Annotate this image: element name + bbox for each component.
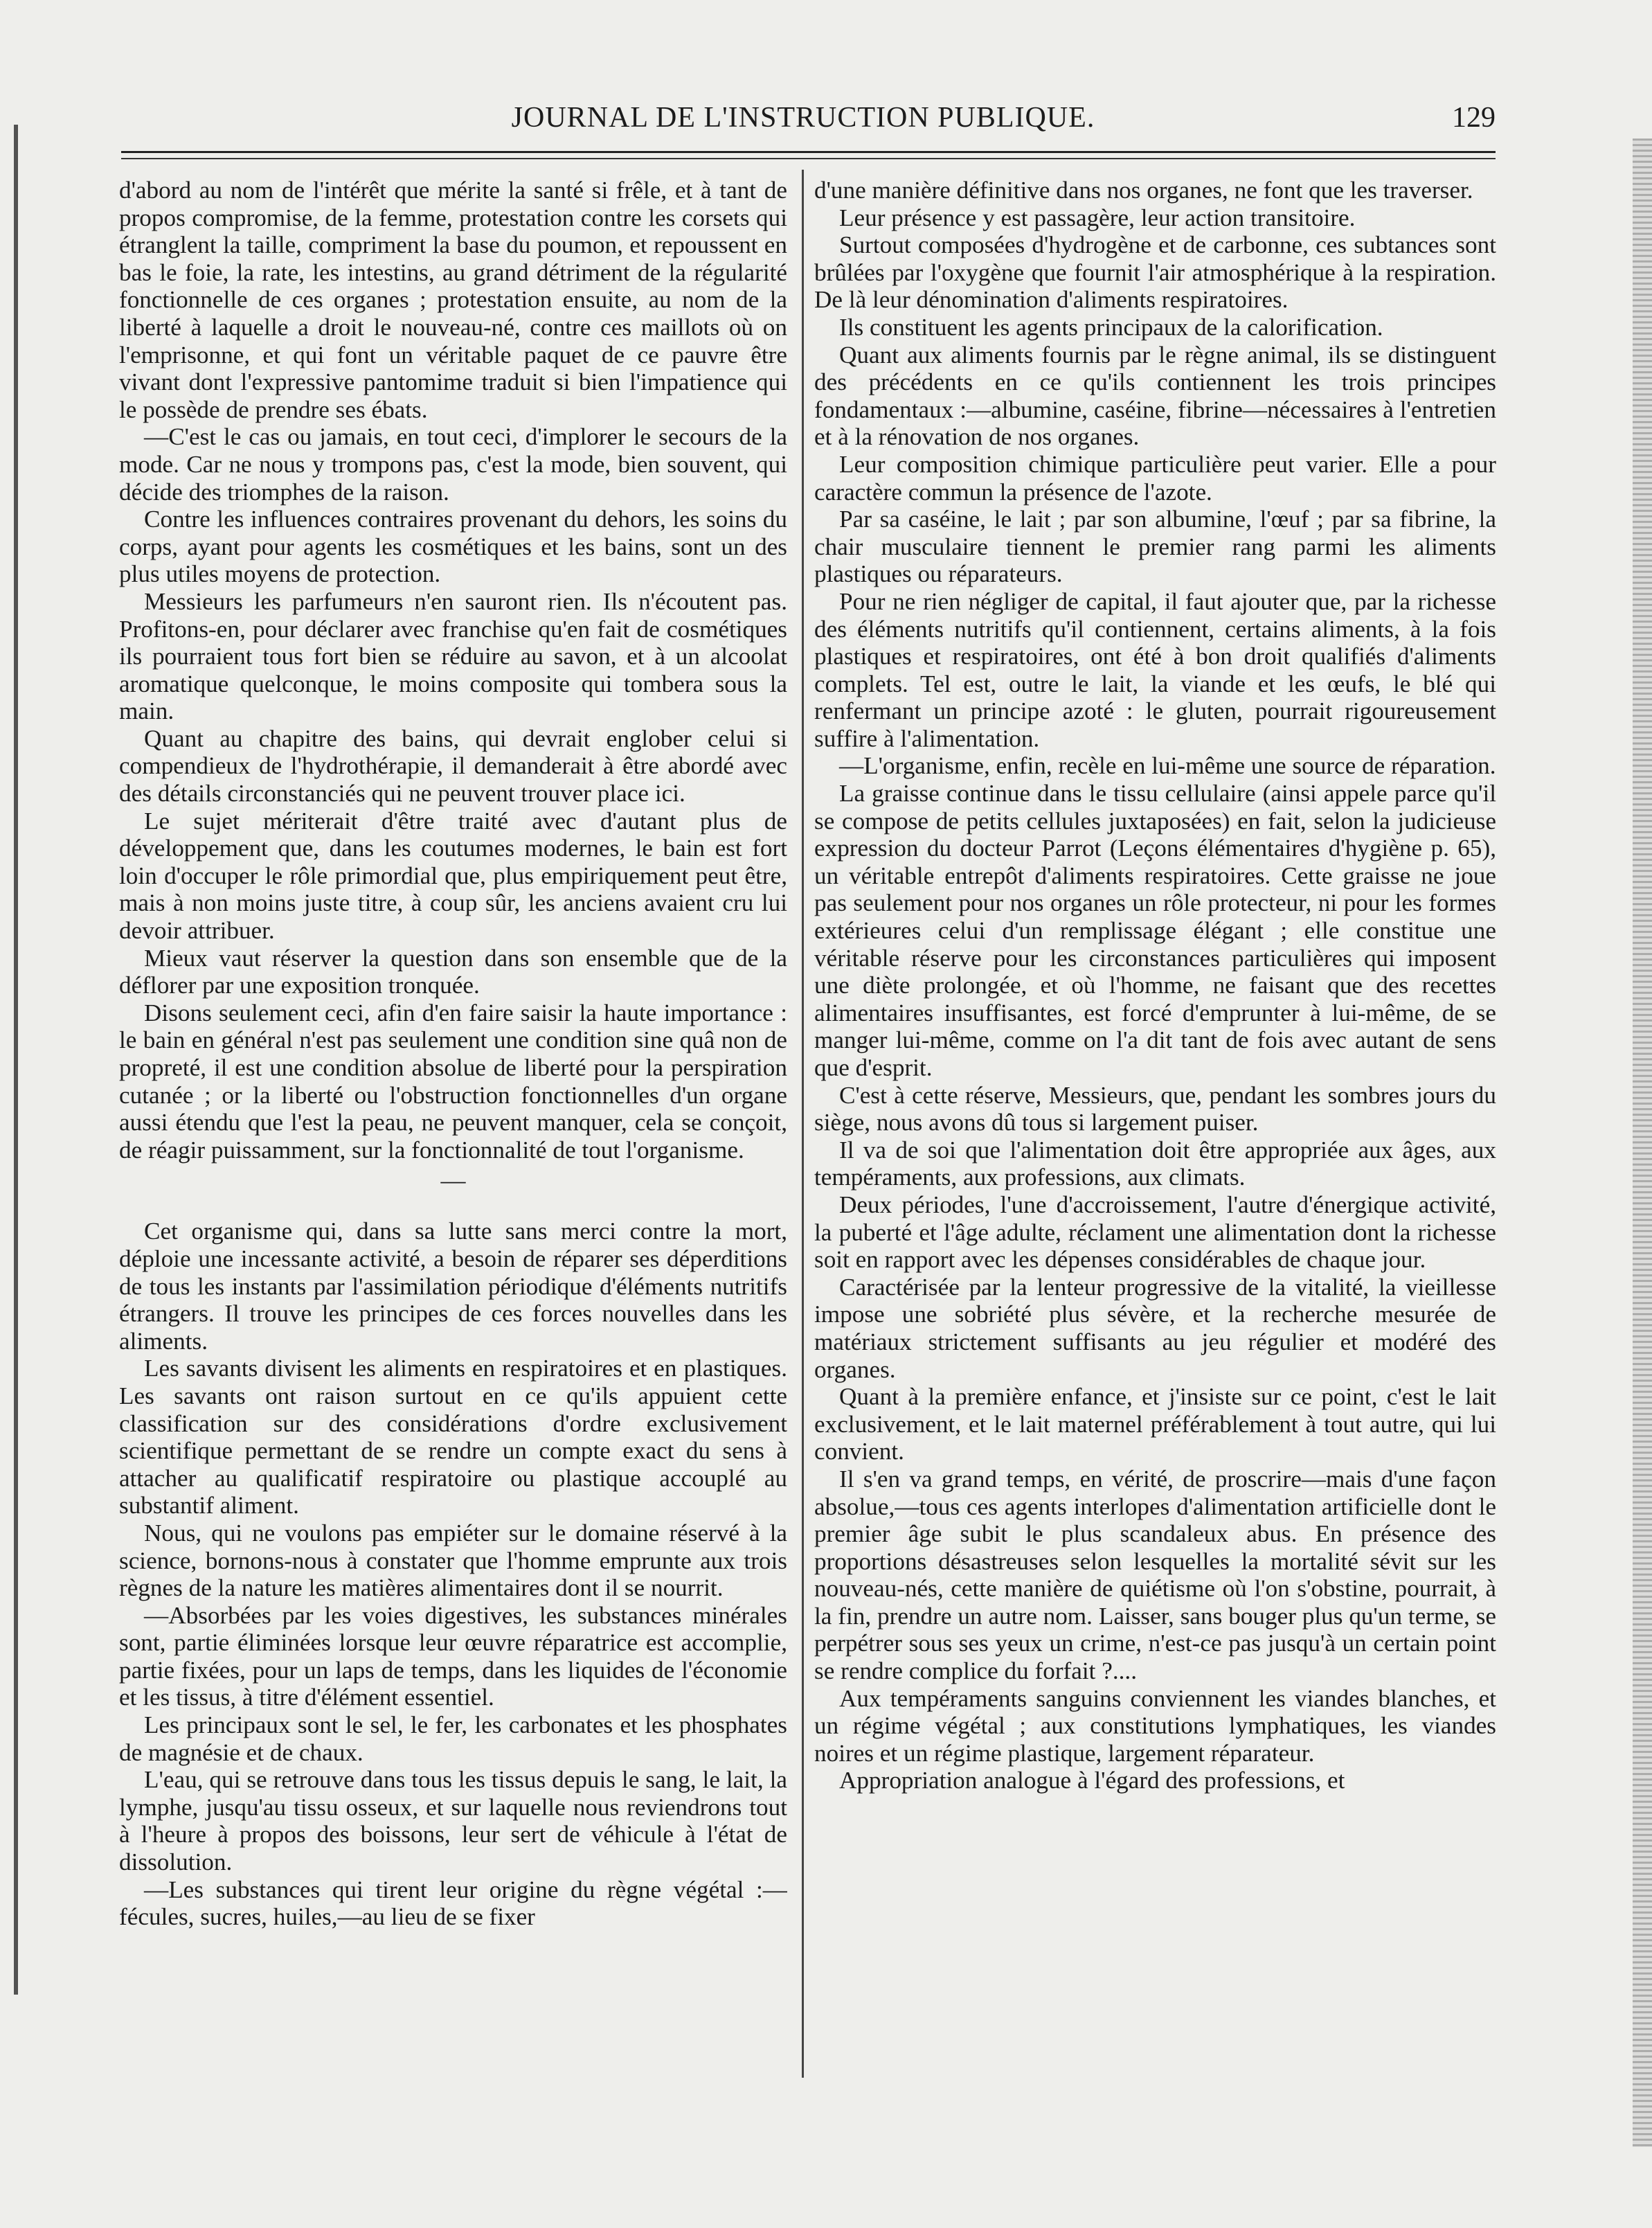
paragraph: Ils constituent les agents principaux de la calorification. xyxy=(839,313,1383,341)
column-divider xyxy=(802,170,804,2078)
paragraph: d'abord au nom de l'intérêt que mérite la santé si frêle, et à tant de propos compromise, de la femme, protestation contre les corsets qui étranglent la taille, compriment la base du poumon, et repoussent en bas le foie, la rate, les intestins, au grand détriment de la régularité fonctionnelle de ces organes ; protestation ensuite, au nom de la liberté à laquelle a droit le nouveau-né, contre ces maillots où on l'emprisonne, et qui font un véritable paquet de ce pauvre être vivant dont l'expressive pantomime traduit si bien l'impatience qui le possède de prendre ses ébats. xyxy=(119,177,787,423)
paragraph: Leur composition chimique particulière peut varier. Elle a pour caractère commun la présence de l'azote. xyxy=(814,450,1496,506)
paragraph: Quant à la première enfance, et j'insiste sur ce point, c'est le lait exclusivement, et le lait maternel préférablement à tout autre, qui lui convient. xyxy=(814,1383,1496,1465)
paragraph: Il va de soi que l'alimentation doit être appropriée aux âges, aux tempéraments, aux professions, aux climats. xyxy=(814,1136,1496,1191)
paragraph: —C'est le cas ou jamais, en tout ceci, d'implorer le secours de la mode. Car ne nous y trompons pas, c'est la mode, bien souvent, qui décide des triomphes de la raison. xyxy=(119,423,787,506)
section-separator xyxy=(119,1164,787,1218)
paragraph: Leur présence y est passagère, leur action transitoire. xyxy=(839,204,1356,231)
paragraph: Nous, qui ne voulons pas empiéter sur le domaine réservé à la science, bornons-nous à constater que l'homme emprunte aux trois règnes de la nature les matières alimentaires dont il se nourrit. xyxy=(119,1519,787,1602)
paragraph: Messieurs les parfumeurs n'en sauront rien. Ils n'écoutent pas. Profitons-en, pour déclarer avec franchise qu'en fait de cosmétiques ils pourraient tous fort bien se réduire au savon, et à un alcoolat aromatique quelconque, le moins composite qui tombera sous la main. xyxy=(119,587,787,725)
paragraph: Par sa caséine, le lait ; par son albumine, l'œuf ; par sa fibrine, la chair musculaire tiennent le premier rang parmi les aliments plastiques ou réparateurs. xyxy=(814,506,1496,588)
binding-shadow xyxy=(14,125,18,1995)
paragraph: Contre les influences contraires provenant du dehors, les soins du corps, ayant pour agents les cosmétiques et les bains, sont un des plus utiles moyens de protection. xyxy=(119,506,787,588)
paragraph: Disons seulement ceci, afin d'en faire saisir la haute importance : le bain en général n'est pas seulement une condition sine quâ non de propreté, il est une condition absolue de liberté pour la perspiration cutanée ; or la liberté ou l'obstruction fonctionnelles d'un organe aussi étendu que l'est la peau, ne peuvent manquer, cela se conçoit, de réagir puissamment, sur la fonctionnalité de tout l'organisme. xyxy=(119,999,787,1164)
paragraph: Surtout composées d'hydrogène et de carbonne, ces subtances sont brûlées par l'oxygène que fournit l'air atmosphérique à la respiration. De là leur dénomination d'aliments respiratoires. xyxy=(814,231,1496,314)
journal-title: JOURNAL DE L'INSTRUCTION PUBLIQUE. xyxy=(511,102,1095,134)
paragraph: Caractérisée par la lenteur progressive de la vitalité, la vieillesse impose une sobriété plus sévère, et la recherche mesurée de matériaux strictement suffisants au jeu régulier et modéré des organes. xyxy=(814,1273,1496,1383)
paragraph: —Les substances qui tirent leur origine du règne végétal :—fécules, sucres, huiles,—au lieu de se fixer xyxy=(119,1875,787,1931)
paragraph: La graisse continue dans le tissu cellulaire (ainsi appele parce qu'il se compose de petits cellules juxtaposées) en fait, selon la judicieuse expression du docteur Parrot (Leçons élémentaires d'hygiène p. 65), un véritable entrepôt d'aliments respiratoires. Cette graisse ne joue pas seulement pour nos organes un rôle protecteur, ni pour les formes extérieures celui d'un remplissage élégant ; elle constitue une véritable réserve pour les circonstances particulières qui imposent une diète prolongée, et où l'homme, ne faisant que des recettes alimentaires insuffisantes, est forcé d'emprunter à lui-même, de se manger lui-même, comme on l'a dit tant de fois avec autant de sens que d'esprit. xyxy=(814,780,1496,1081)
paragraph: —L'organisme, enfin, recèle en lui-même une source de réparation. xyxy=(839,752,1496,780)
paragraph: Aux tempéraments sanguins conviennent les viandes blanches, et un régime végétal ; aux constitutions lymphatiques, les viandes noires et un régime plastique, largement réparateur. xyxy=(814,1684,1496,1767)
paragraph: Il s'en va grand temps, en vérité, de proscrire—mais d'une façon absolue,—tous ces agents interlopes d'alimentation artificielle dont le premier âge subit le plus scandaleux abus. En présence des proportions désastreuses selon lesquelles la mortalité sévit sur les nouveau-nés, cette manière de quiétisme où l'on s'obstine, pourrait, à la fin, prendre un autre nom. Laisser, sans bouger plus qu'un terme, se perpétrer sous ses yeux un crime, n'est-ce pas jusqu'à un certain point se rendre complice du forfait ?.... xyxy=(814,1465,1496,1685)
paragraph: Cet organisme qui, dans sa lutte sans merci contre la mort, déploie une incessante activité, a besoin de réparer ses déperditions de tous les instants par l'assimilation périodique d'éléments nutritifs étrangers. Il trouve les principes de ces forces nouvelles dans les aliments. xyxy=(119,1218,787,1355)
header-rule-thin xyxy=(121,158,1496,159)
paragraph: Les principaux sont le sel, le fer, les carbonates et les phosphates de magnésie et de chaux. xyxy=(119,1711,787,1766)
page-edge-shadow xyxy=(1633,139,1652,2147)
paragraph: —Absorbées par les voies digestives, les substances minérales sont, partie éliminées lorsque leur œuvre réparatrice est accomplie, partie fixées, pour un laps de temps, dans les liquides de l'économie et les tissus, à titre d'élément essentiel. xyxy=(119,1601,787,1711)
page-number: 129 xyxy=(1452,102,1496,134)
paragraph: C'est à cette réserve, Messieurs, que, pendant les sombres jours du siège, nous avons dû tous si largement puiser. xyxy=(814,1081,1496,1137)
header-rule-thick xyxy=(121,151,1496,153)
paragraph: d'une manière définitive dans nos organes, ne font que les traverser. xyxy=(814,177,1473,204)
left-column xyxy=(119,177,787,2074)
paragraph: Mieux vaut réserver la question dans son ensemble que de la déflorer par une exposition tronquée. xyxy=(119,944,787,999)
paragraph: L'eau, qui se retrouve dans tous les tissus depuis le sang, le lait, la lymphe, jusqu'au tissu osseux, et sur laquelle nous reviendrons tout à l'heure à propos des boissons, leur sert de véhicule à l'état de dissolution. xyxy=(119,1766,787,1876)
paragraph: Pour ne rien négliger de capital, il faut ajouter que, par la richesse des éléments nutritifs qu'il contiennent, certains aliments, à la fois plastiques et respiratoires, ont été à bon droit qualifiés d'aliments complets. Tel est, outre le lait, la viande et les œufs, le blé qui renfermant un principe azoté : le gluten, pourrait rigoureusement suffire à l'alimentation. xyxy=(814,587,1496,752)
right-column xyxy=(814,177,1496,2074)
paragraph: Deux périodes, l'une d'accroissement, l'autre d'énergique activité, la puberté et l'âge adulte, réclament une alimentation dont la richesse soit en rapport avec les dépenses considérables de chaque jour. xyxy=(814,1191,1496,1274)
paragraph: Le sujet mériterait d'être traité avec d'autant plus de développement que, dans les coutumes modernes, le bain est fort loin d'occuper le rôle primordial que, plus empiriquement peut être, mais à non moins juste titre, à coup sûr, les anciens avaient cru lui devoir attribuer. xyxy=(119,807,787,945)
paragraph: Les savants divisent les aliments en respiratoires et en plastiques. Les savants ont raison surtout en ce qu'ils appuient cette classification sur des considérations d'ordre exclusivement scientifique permettant de se rendre un compte exact du sens à attacher au qualificatif respiratoire ou plastique accouplé au substantif aliment. xyxy=(119,1355,787,1520)
paragraph: Quant au chapitre des bains, qui devrait englober celui si compendieux de l'hydrothérapie, il demanderait à être abordé avec des détails circonstanciés qui ne peuvent trouver place ici. xyxy=(119,724,787,808)
paragraph: Appropriation analogue à l'égard des professions, et xyxy=(839,1767,1345,1794)
paragraph: Quant aux aliments fournis par le règne animal, ils se distinguent des précédents en ce qu'ils contiennent les trois principes fondamentaux :—albumine, caséine, fibrine—nécessaires à l'entretien et à la rénovation de nos organes. xyxy=(814,341,1496,451)
page-header xyxy=(111,97,1496,145)
